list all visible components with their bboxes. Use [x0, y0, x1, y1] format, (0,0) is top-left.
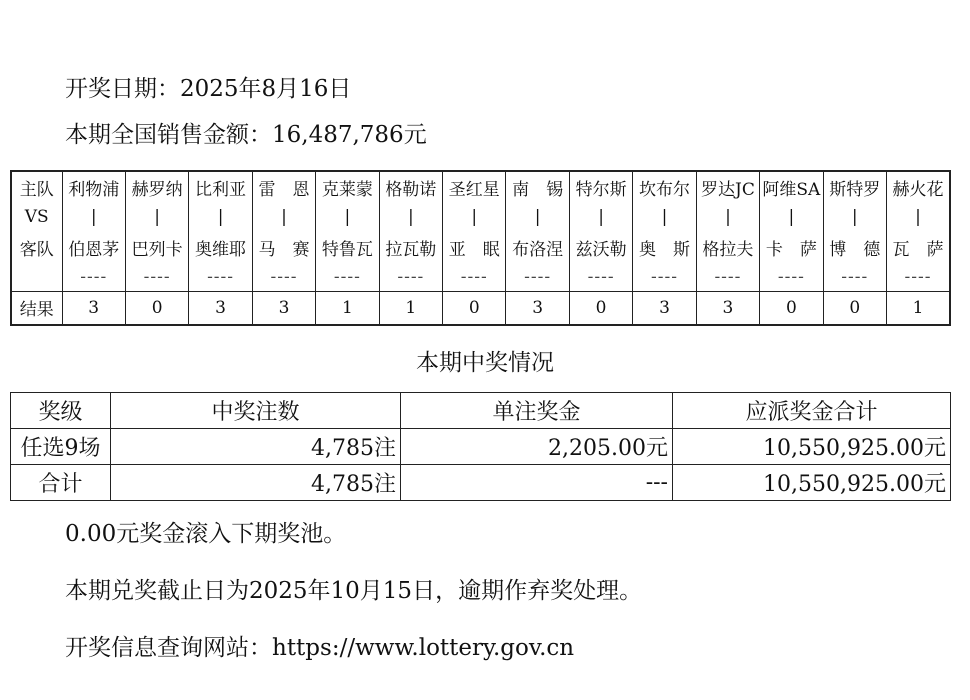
result-cell: 3	[633, 291, 696, 325]
away-team-cell: 亚 眠	[443, 232, 506, 262]
away-team-cell: 特鲁瓦	[316, 232, 379, 262]
dash-cell: ----	[886, 263, 950, 292]
result-cell: 3	[252, 291, 315, 325]
dash-cell: ----	[189, 263, 252, 292]
away-team-cell: 拉瓦勒	[379, 232, 442, 262]
result-cell: 0	[569, 291, 632, 325]
vs-separator-cell: |	[506, 202, 569, 232]
total-level-cell: 合计	[11, 465, 111, 501]
home-team-cell: 赫罗纳	[125, 171, 188, 202]
home-team-cell: 雷 恩	[252, 171, 315, 202]
prize-section-title: 本期中奖情况	[416, 350, 554, 376]
home-team-cell: 利物浦	[62, 171, 125, 202]
vs-row	[11, 202, 950, 232]
prize-winners-cell: 4,785注	[111, 429, 401, 465]
dash-cell: ----	[252, 263, 315, 292]
prize-amount-cell: 2,205.00元	[401, 429, 673, 465]
dash-cell: ----	[760, 263, 823, 292]
dash-cell: ----	[506, 263, 569, 292]
rollover-note: 0.00元奖金滚入下期奖池。	[65, 521, 347, 547]
vs-separator-cell: |	[886, 202, 950, 232]
dash-row-label	[11, 263, 62, 292]
vs-separator-cell: |	[379, 202, 442, 232]
dash-cell: ----	[696, 263, 759, 292]
away-team-cell: 瓦 萨	[886, 232, 950, 262]
home-team-row	[11, 171, 950, 202]
home-team-cell: 南 锡	[506, 171, 569, 202]
result-cell: 3	[506, 291, 569, 325]
header-winners: 中奖注数	[111, 393, 401, 429]
prize-header-row	[11, 393, 951, 429]
vs-separator-cell: |	[316, 202, 379, 232]
prize-level-cell: 任选9场	[11, 429, 111, 465]
result-cell: 3	[696, 291, 759, 325]
dash-cell: ----	[379, 263, 442, 292]
home-team-cell: 比利亚	[189, 171, 252, 202]
result-cell: 0	[760, 291, 823, 325]
home-team-cell: 克莱蒙	[316, 171, 379, 202]
away-team-cell: 卡 萨	[760, 232, 823, 262]
result-cell: 0	[823, 291, 886, 325]
match-table	[10, 170, 951, 326]
prize-table	[10, 392, 951, 501]
result-row	[11, 291, 950, 325]
away-team-cell: 格拉夫	[696, 232, 759, 262]
vs-row-label: VS	[11, 202, 62, 232]
dash-cell: ----	[633, 263, 696, 292]
dash-cell: ----	[443, 263, 506, 292]
dash-cell: ----	[62, 263, 125, 292]
vs-separator-cell: |	[696, 202, 759, 232]
away-team-cell: 布洛涅	[506, 232, 569, 262]
away-team-cell: 伯恩茅	[62, 232, 125, 262]
draw-date-value: 2025年8月16日	[180, 76, 352, 102]
total-winners-cell: 4,785注	[111, 465, 401, 501]
header-prize: 单注奖金	[401, 393, 673, 429]
home-row-label: 主队	[11, 171, 62, 202]
prize-total-cell: 10,550,925.00元	[673, 429, 951, 465]
home-team-cell: 圣红星	[443, 171, 506, 202]
website-label: 开奖信息查询网站：	[65, 635, 272, 661]
home-team-cell: 坎布尔	[633, 171, 696, 202]
home-team-cell: 赫火花	[886, 171, 950, 202]
away-team-cell: 奥 斯	[633, 232, 696, 262]
result-cell: 1	[316, 291, 379, 325]
vs-separator-cell: |	[189, 202, 252, 232]
website-line	[65, 629, 574, 662]
sales-amount-line	[65, 116, 427, 149]
result-row-label: 结果	[11, 291, 62, 325]
sales-amount-label: 本期全国销售金额：	[65, 122, 272, 148]
away-team-cell: 巴列卡	[125, 232, 188, 262]
dash-cell: ----	[125, 263, 188, 292]
total-prize-cell: ---	[401, 465, 673, 501]
vs-separator-cell: |	[125, 202, 188, 232]
vs-separator-cell: |	[823, 202, 886, 232]
header-total: 应派奖金合计	[673, 393, 951, 429]
dash-cell: ----	[316, 263, 379, 292]
header-level: 奖级	[11, 393, 111, 429]
total-sum-cell: 10,550,925.00元	[673, 465, 951, 501]
result-cell: 3	[189, 291, 252, 325]
website-link[interactable]: https://www.lottery.gov.cn	[272, 635, 575, 661]
result-cell: 1	[379, 291, 442, 325]
dash-row	[11, 263, 950, 292]
dash-cell: ----	[569, 263, 632, 292]
deadline-note: 本期兑奖截止日为2025年10月15日，逾期作弃奖处理。	[65, 578, 643, 604]
home-team-cell: 斯特罗	[823, 171, 886, 202]
away-team-cell: 奥维耶	[189, 232, 252, 262]
away-team-cell: 兹沃勒	[569, 232, 632, 262]
away-row-label: 客队	[11, 232, 62, 262]
dash-cell: ----	[823, 263, 886, 292]
away-team-cell: 马 赛	[252, 232, 315, 262]
home-team-cell: 阿维SA	[760, 171, 823, 202]
away-team-row	[11, 232, 950, 262]
vs-separator-cell: |	[252, 202, 315, 232]
result-cell: 0	[125, 291, 188, 325]
home-team-cell: 特尔斯	[569, 171, 632, 202]
prize-total-row	[11, 465, 951, 501]
prize-row	[11, 429, 951, 465]
draw-date-label: 开奖日期：	[65, 76, 180, 102]
result-cell: 3	[62, 291, 125, 325]
vs-separator-cell: |	[569, 202, 632, 232]
vs-separator-cell: |	[62, 202, 125, 232]
vs-separator-cell: |	[760, 202, 823, 232]
sales-amount-value: 16,487,786元	[272, 122, 427, 148]
home-team-cell: 罗达JC	[696, 171, 759, 202]
result-cell: 0	[443, 291, 506, 325]
home-team-cell: 格勒诺	[379, 171, 442, 202]
vs-separator-cell: |	[443, 202, 506, 232]
result-cell: 1	[886, 291, 950, 325]
draw-date-line	[65, 70, 351, 103]
away-team-cell: 博 德	[823, 232, 886, 262]
vs-separator-cell: |	[633, 202, 696, 232]
